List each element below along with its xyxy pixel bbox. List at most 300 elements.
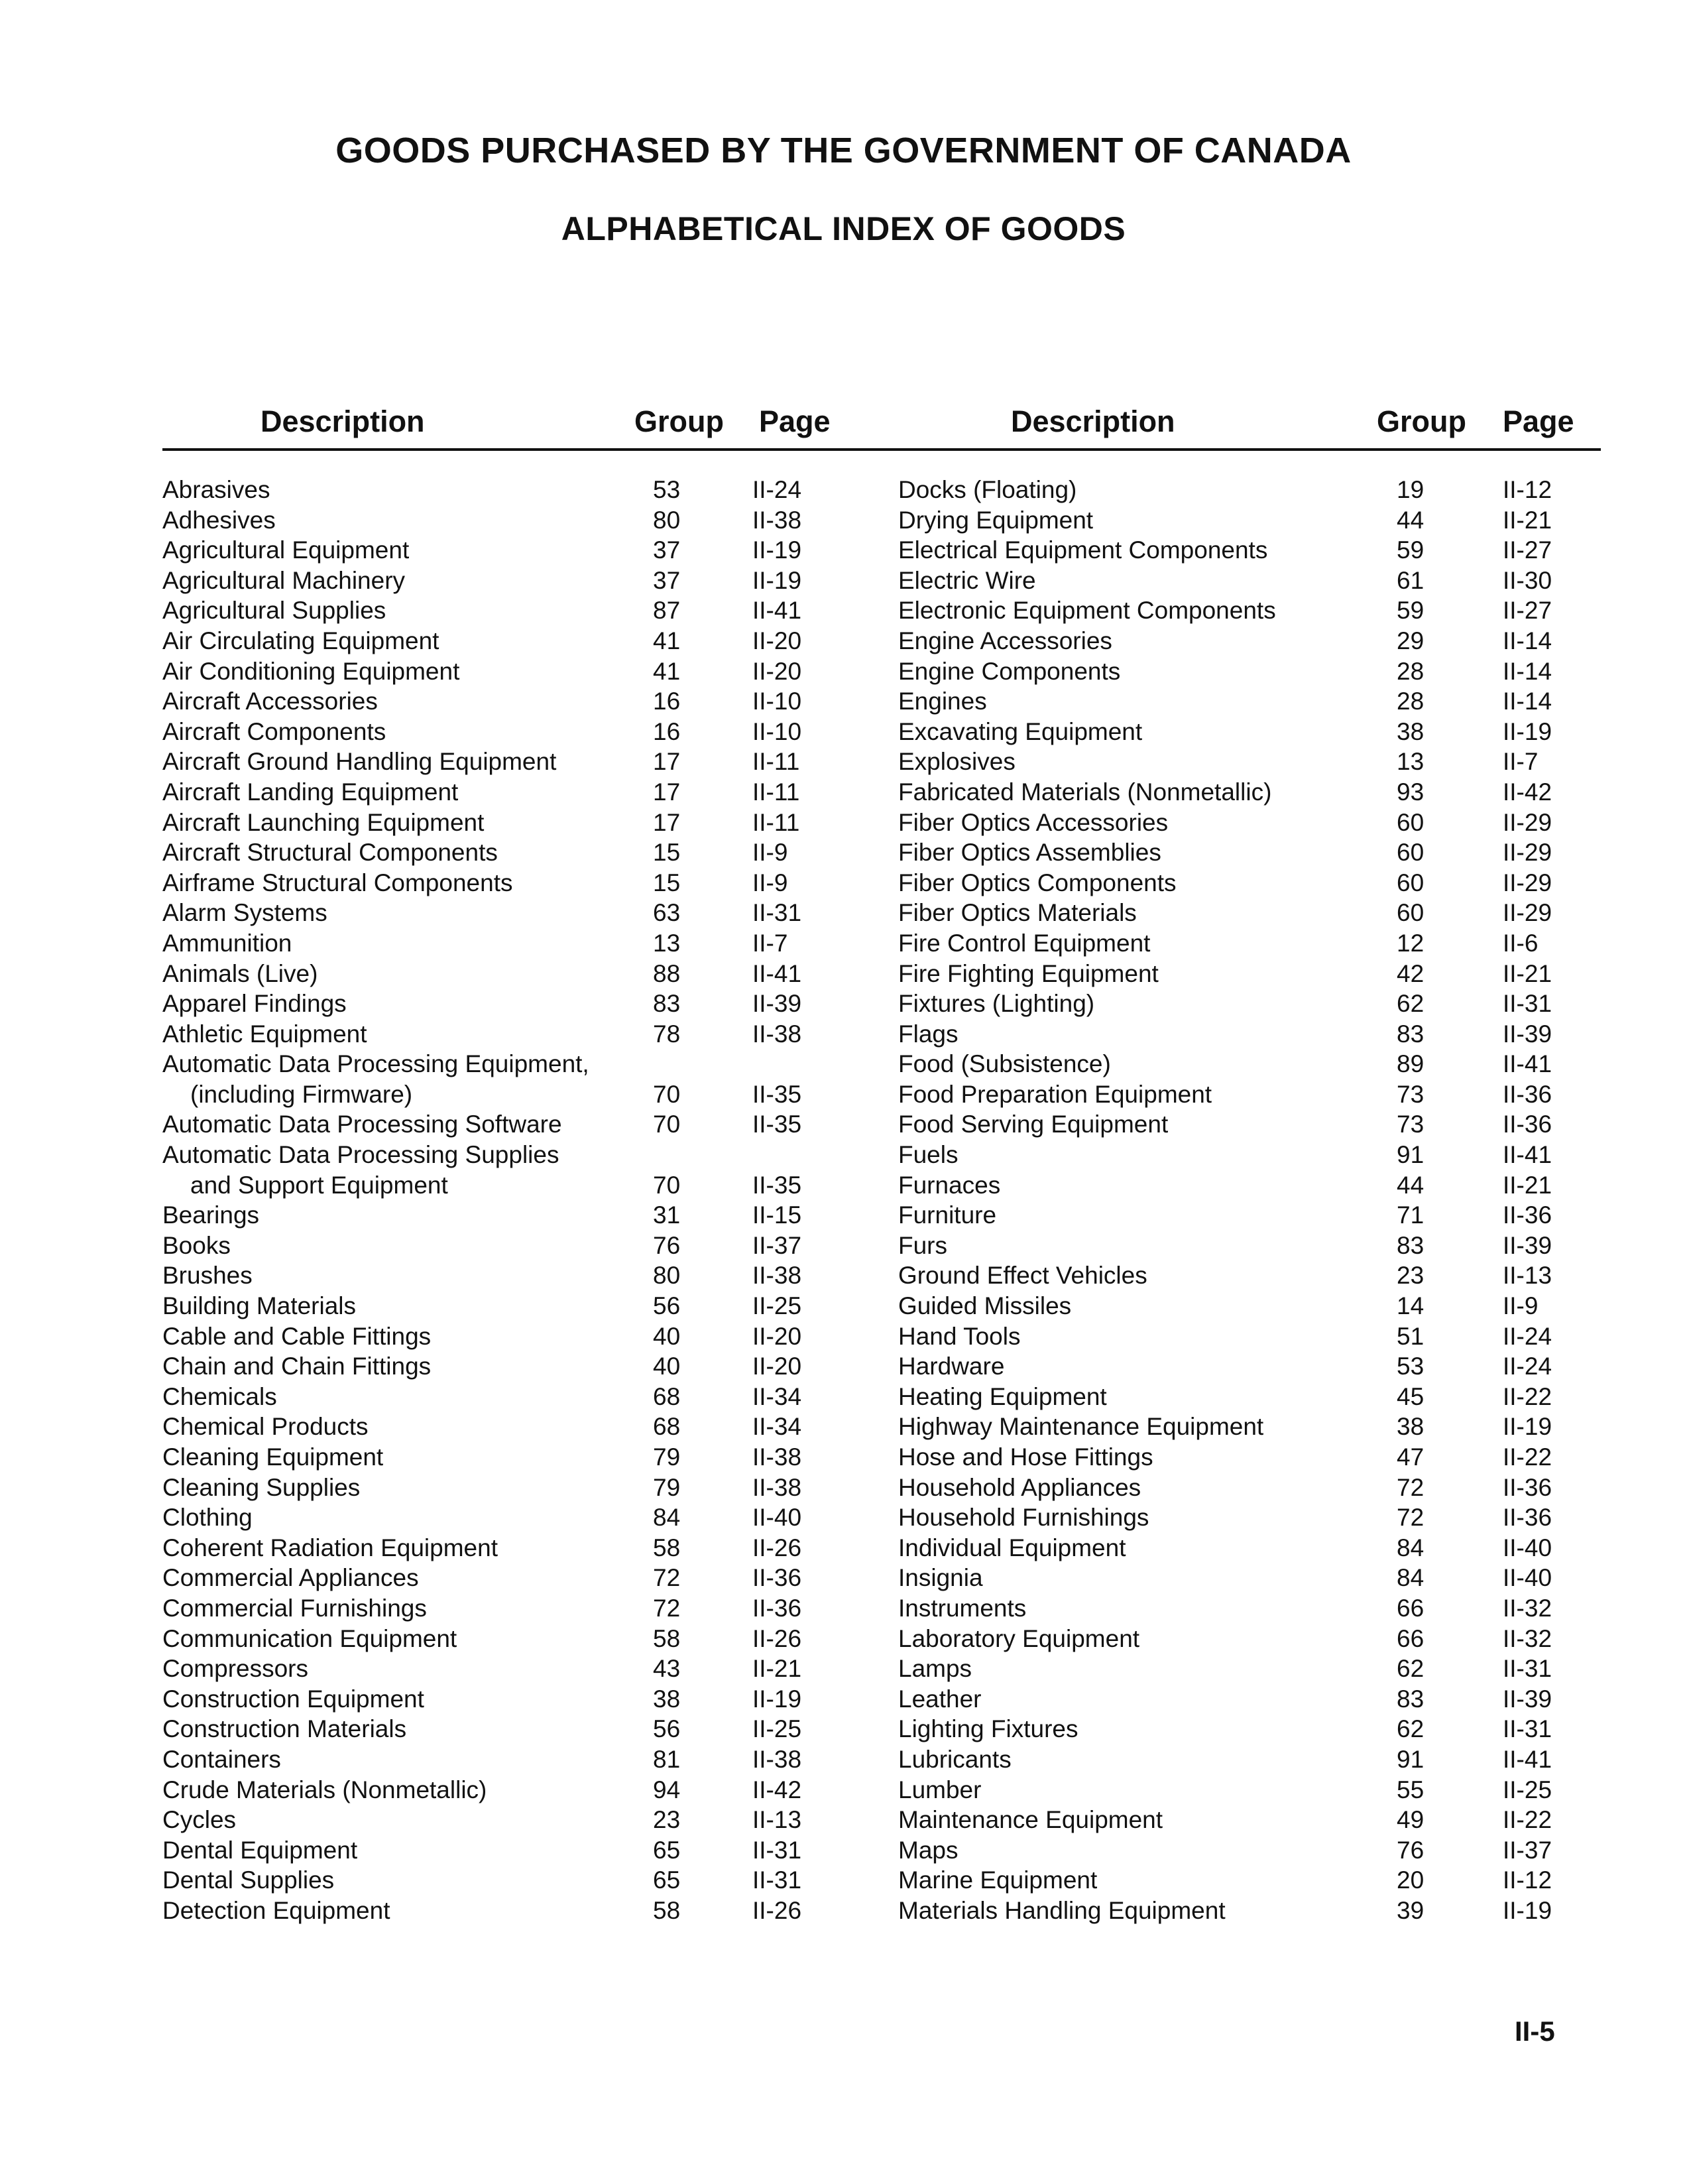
- index-row: [162, 1865, 902, 1896]
- item-description: and Support Equipment: [190, 1171, 448, 1199]
- index-row: [162, 1049, 902, 1079]
- item-page: II-6: [1503, 929, 1539, 957]
- item-page: II-14: [1503, 688, 1552, 715]
- item-group: 68: [653, 1382, 681, 1410]
- item-page: II-21: [1503, 1171, 1552, 1199]
- item-page: II-21: [1503, 959, 1552, 987]
- item-description: Fiber Optics Materials: [898, 899, 1137, 927]
- index-row: [162, 1109, 902, 1140]
- item-group: 68: [653, 1413, 681, 1441]
- item-page: II-20: [752, 657, 802, 685]
- index-row: [898, 1200, 1601, 1231]
- index-row: [162, 626, 902, 656]
- item-group: 87: [653, 597, 681, 625]
- item-page: II-31: [1503, 990, 1552, 1018]
- item-page: II-25: [1503, 1776, 1552, 1803]
- item-description: Fire Control Equipment: [898, 929, 1151, 957]
- item-group: 53: [653, 476, 681, 503]
- item-description: Excavating Equipment: [898, 717, 1143, 745]
- left-index-column: [162, 398, 902, 1926]
- item-description: Marine Equipment: [898, 1866, 1098, 1894]
- item-page: II-26: [752, 1624, 802, 1652]
- index-row: [162, 1442, 902, 1473]
- item-group: 29: [1397, 627, 1425, 654]
- item-description: Cable and Cable Fittings: [162, 1322, 432, 1350]
- index-row: [898, 777, 1601, 808]
- item-page: II-9: [752, 839, 788, 867]
- item-group: 16: [653, 717, 681, 745]
- item-description: Fuels: [898, 1141, 959, 1169]
- item-group: 91: [1397, 1745, 1425, 1773]
- index-row: [898, 1805, 1601, 1835]
- item-page: II-20: [752, 627, 802, 654]
- item-group: 38: [653, 1685, 681, 1713]
- item-description: Fixtures (Lighting): [898, 990, 1095, 1018]
- index-row: [898, 1049, 1601, 1079]
- index-row: [898, 837, 1601, 868]
- index-row: [898, 1835, 1601, 1866]
- item-page: II-31: [1503, 1715, 1552, 1743]
- index-row: [898, 1744, 1601, 1775]
- item-description: Fabricated Materials (Nonmetallic): [898, 778, 1272, 806]
- index-row: [898, 505, 1601, 536]
- item-page: II-21: [1503, 506, 1552, 534]
- item-group: 59: [1397, 536, 1425, 564]
- item-page: II-22: [1503, 1443, 1552, 1471]
- item-group: 72: [1397, 1504, 1425, 1532]
- item-description: Commercial Furnishings: [162, 1594, 427, 1622]
- item-page: II-42: [752, 1776, 802, 1803]
- index-row: [162, 1684, 902, 1715]
- item-description: Lamps: [898, 1655, 972, 1683]
- item-description: Aircraft Launching Equipment: [162, 808, 485, 836]
- item-group: 20: [1397, 1866, 1425, 1894]
- item-description: Crude Materials (Nonmetallic): [162, 1776, 487, 1803]
- index-row: [898, 959, 1601, 989]
- item-page: II-39: [1503, 1231, 1552, 1259]
- item-group: 15: [653, 869, 681, 896]
- item-group: 13: [653, 929, 681, 957]
- item-group: 56: [653, 1715, 681, 1743]
- item-description: Aircraft Components: [162, 717, 386, 745]
- item-page: II-39: [1503, 1685, 1552, 1713]
- item-group: 42: [1397, 959, 1425, 987]
- index-row: [162, 1714, 902, 1744]
- index-row: [162, 475, 902, 505]
- item-group: 94: [653, 1776, 681, 1803]
- index-row: [898, 535, 1601, 566]
- index-row: [898, 1019, 1601, 1050]
- item-group: 45: [1397, 1382, 1425, 1410]
- item-group: 84: [653, 1504, 681, 1532]
- index-row: [162, 686, 902, 717]
- item-group: 15: [653, 839, 681, 867]
- item-description: Alarm Systems: [162, 899, 327, 927]
- item-page: II-31: [752, 1866, 802, 1894]
- index-row: [162, 1835, 902, 1866]
- item-page: II-32: [1503, 1594, 1552, 1622]
- item-page: II-29: [1503, 808, 1552, 836]
- item-group: 16: [653, 688, 681, 715]
- item-page: II-19: [752, 566, 802, 594]
- index-row: [898, 686, 1601, 717]
- item-description: Bearings: [162, 1201, 260, 1229]
- index-row: [898, 1140, 1601, 1170]
- item-group: 80: [653, 1262, 681, 1290]
- item-page: II-36: [752, 1564, 802, 1592]
- item-page: II-27: [1503, 536, 1552, 564]
- item-group: 72: [653, 1594, 681, 1622]
- item-page: II-42: [1503, 778, 1552, 806]
- index-row: [162, 505, 902, 536]
- index-row: [162, 1896, 902, 1926]
- item-group: 37: [653, 566, 681, 594]
- item-page: II-14: [1503, 627, 1552, 654]
- item-page: II-31: [752, 899, 802, 927]
- index-row: [898, 1563, 1601, 1593]
- item-page: II-15: [752, 1201, 802, 1229]
- item-page: II-36: [752, 1594, 802, 1622]
- item-group: 83: [1397, 1685, 1425, 1713]
- index-row: [898, 1714, 1601, 1744]
- item-page: II-29: [1503, 899, 1552, 927]
- index-row: [162, 1473, 902, 1503]
- item-description: Building Materials: [162, 1292, 357, 1320]
- item-page: II-37: [752, 1231, 802, 1259]
- item-description: Air Conditioning Equipment: [162, 657, 460, 685]
- item-page: II-38: [752, 1262, 802, 1290]
- item-page: II-19: [1503, 717, 1552, 745]
- index-row: [162, 1200, 902, 1231]
- item-group: 41: [653, 657, 681, 685]
- item-description: Cleaning Supplies: [162, 1473, 361, 1501]
- item-page: II-36: [1503, 1504, 1552, 1532]
- item-page: II-38: [752, 1020, 802, 1048]
- item-description: Automatic Data Processing Supplies: [162, 1141, 559, 1169]
- index-row: [162, 1079, 902, 1110]
- item-page: II-13: [752, 1806, 802, 1834]
- item-group: 40: [653, 1322, 681, 1350]
- item-description: Hardware: [898, 1353, 1005, 1380]
- item-description: Heating Equipment: [898, 1382, 1107, 1410]
- item-description: Fiber Optics Components: [898, 869, 1177, 896]
- item-page: II-39: [752, 990, 802, 1018]
- item-description: Cleaning Equipment: [162, 1443, 384, 1471]
- index-row: [898, 1593, 1601, 1624]
- item-group: 91: [1397, 1141, 1425, 1169]
- item-page: II-30: [1503, 566, 1552, 594]
- item-description: Automatic Data Processing Equipment,: [162, 1050, 589, 1078]
- index-row: [162, 1382, 902, 1412]
- item-group: 84: [1397, 1534, 1425, 1561]
- index-row: [898, 1321, 1601, 1352]
- index-row: [162, 1593, 902, 1624]
- index-row: [898, 1260, 1601, 1291]
- item-group: 14: [1397, 1292, 1425, 1320]
- index-row: [898, 566, 1601, 596]
- item-page: II-24: [1503, 1353, 1552, 1380]
- item-page: II-31: [752, 1836, 802, 1864]
- index-row: [898, 898, 1601, 928]
- index-row: [898, 1624, 1601, 1654]
- item-description: Explosives: [898, 748, 1016, 776]
- index-row: [162, 989, 902, 1019]
- index-row: [898, 1502, 1601, 1533]
- index-row: [162, 898, 902, 928]
- item-page: II-36: [1503, 1473, 1552, 1501]
- item-page: II-19: [1503, 1413, 1552, 1441]
- item-group: 19: [1397, 476, 1425, 503]
- index-row: [162, 1654, 902, 1684]
- item-page: II-13: [1503, 1262, 1552, 1290]
- index-row: [898, 808, 1601, 838]
- item-page: II-11: [752, 808, 800, 836]
- index-row: [898, 656, 1601, 687]
- index-row: [162, 1412, 902, 1442]
- item-description: Docks (Floating): [898, 476, 1077, 503]
- item-group: 17: [653, 778, 681, 806]
- index-row: [898, 1291, 1601, 1321]
- item-group: 59: [1397, 597, 1425, 625]
- index-row: [162, 837, 902, 868]
- item-group: 88: [653, 959, 681, 987]
- item-page: II-40: [1503, 1564, 1552, 1592]
- index-row: [898, 1109, 1601, 1140]
- index-row: [162, 928, 902, 959]
- item-description: Containers: [162, 1745, 281, 1773]
- item-page: II-26: [752, 1534, 802, 1561]
- left-column-header: [162, 398, 902, 451]
- index-row: [898, 868, 1601, 898]
- item-description: Automatic Data Processing Software: [162, 1111, 562, 1138]
- index-row: [162, 777, 902, 808]
- item-page: II-35: [752, 1111, 802, 1138]
- item-description: Construction Materials: [162, 1715, 407, 1743]
- item-page: II-36: [1503, 1080, 1552, 1108]
- item-description: Agricultural Supplies: [162, 597, 386, 625]
- item-description: Engine Accessories: [898, 627, 1112, 654]
- index-row: [898, 475, 1601, 505]
- item-page: II-35: [752, 1171, 802, 1199]
- index-row: [162, 1231, 902, 1261]
- item-description: Fiber Optics Assemblies: [898, 839, 1161, 867]
- item-description: Lubricants: [898, 1745, 1012, 1773]
- index-row: [162, 1140, 902, 1170]
- page-header: Page: [759, 404, 831, 438]
- index-row: [162, 1563, 902, 1593]
- right-index-rows: [898, 475, 1601, 1926]
- item-description: Aircraft Structural Components: [162, 839, 498, 867]
- item-group: 37: [653, 536, 681, 564]
- item-description: Abrasives: [162, 476, 270, 503]
- item-description: Household Furnishings: [898, 1504, 1149, 1532]
- index-row: [162, 1170, 902, 1201]
- item-group: 43: [653, 1655, 681, 1683]
- item-page: II-7: [752, 929, 788, 957]
- document-subtitle: ALPHABETICAL INDEX OF GOODS: [561, 210, 1126, 247]
- item-group: 23: [1397, 1262, 1425, 1290]
- item-description: Coherent Radiation Equipment: [162, 1534, 498, 1561]
- item-description: Insignia: [898, 1564, 983, 1592]
- index-row: [162, 595, 902, 626]
- index-row: [162, 1291, 902, 1321]
- item-group: 44: [1397, 1171, 1425, 1199]
- item-page: II-29: [1503, 869, 1552, 896]
- item-description: Chemicals: [162, 1382, 277, 1410]
- item-description: Airframe Structural Components: [162, 869, 513, 896]
- item-group: 12: [1397, 929, 1425, 957]
- item-page: II-25: [752, 1292, 802, 1320]
- page-header: Page: [1503, 404, 1574, 438]
- item-group: 44: [1397, 506, 1425, 534]
- item-page: II-20: [752, 1322, 802, 1350]
- item-page: II-38: [752, 1473, 802, 1501]
- item-group: 17: [653, 748, 681, 776]
- index-row: [898, 717, 1601, 747]
- item-group: 60: [1397, 869, 1425, 896]
- item-description: Materials Handling Equipment: [898, 1896, 1226, 1924]
- item-description: Animals (Live): [162, 959, 318, 987]
- item-group: 62: [1397, 990, 1425, 1018]
- item-group: 79: [653, 1473, 681, 1501]
- item-page: II-41: [752, 959, 802, 987]
- item-group: 71: [1397, 1201, 1425, 1229]
- item-group: 31: [653, 1201, 681, 1229]
- item-description: Maps: [898, 1836, 959, 1864]
- index-row: [162, 808, 902, 838]
- item-description: Food Preparation Equipment: [898, 1080, 1212, 1108]
- index-row: [162, 1502, 902, 1533]
- item-description: Engine Components: [898, 657, 1121, 685]
- index-row: [162, 959, 902, 989]
- item-group: 89: [1397, 1050, 1425, 1078]
- item-group: 58: [653, 1534, 681, 1561]
- index-row: [162, 1533, 902, 1563]
- item-description: Clothing: [162, 1504, 253, 1532]
- item-group: 61: [1397, 566, 1425, 594]
- item-group: 81: [653, 1745, 681, 1773]
- item-description: Food Serving Equipment: [898, 1111, 1169, 1138]
- item-group: 60: [1397, 899, 1425, 927]
- index-row: [898, 1654, 1601, 1684]
- item-description: Food (Subsistence): [898, 1050, 1111, 1078]
- item-description: Fire Fighting Equipment: [898, 959, 1159, 987]
- item-group: 73: [1397, 1080, 1425, 1108]
- item-description: Aircraft Landing Equipment: [162, 778, 459, 806]
- item-page: II-25: [752, 1715, 802, 1743]
- item-group: 93: [1397, 778, 1425, 806]
- item-group: 70: [653, 1080, 681, 1108]
- item-group: 83: [1397, 1020, 1425, 1048]
- item-group: 83: [1397, 1231, 1425, 1259]
- item-page: II-11: [752, 778, 800, 806]
- item-group: 78: [653, 1020, 681, 1048]
- index-row: [162, 1351, 902, 1382]
- item-page: II-41: [1503, 1141, 1552, 1169]
- item-description: Compressors: [162, 1655, 308, 1683]
- item-group: 58: [653, 1896, 681, 1924]
- item-group: 70: [653, 1171, 681, 1199]
- item-group: 80: [653, 506, 681, 534]
- item-group: 60: [1397, 808, 1425, 836]
- item-page: II-22: [1503, 1382, 1552, 1410]
- item-page: II-32: [1503, 1624, 1552, 1652]
- item-description: Hand Tools: [898, 1322, 1021, 1350]
- index-row: [162, 535, 902, 566]
- item-page: II-9: [1503, 1292, 1539, 1320]
- item-page: II-24: [752, 476, 802, 503]
- index-row: [162, 1019, 902, 1050]
- item-group: 58: [653, 1624, 681, 1652]
- item-page: II-34: [752, 1382, 802, 1410]
- item-page: II-9: [752, 869, 788, 896]
- index-row: [162, 1775, 902, 1805]
- item-page: II-19: [1503, 1896, 1552, 1924]
- right-column-header: [898, 398, 1601, 451]
- item-page: II-12: [1503, 476, 1552, 503]
- item-description: Construction Equipment: [162, 1685, 424, 1713]
- item-group: 28: [1397, 657, 1425, 685]
- item-page: II-10: [752, 717, 802, 745]
- item-description: Aircraft Ground Handling Equipment: [162, 748, 557, 776]
- item-page: II-31: [1503, 1655, 1552, 1683]
- item-group: 66: [1397, 1624, 1425, 1652]
- item-page: II-26: [752, 1896, 802, 1924]
- item-page: II-19: [752, 1685, 802, 1713]
- item-description: Furnaces: [898, 1171, 1001, 1199]
- item-group: 65: [653, 1836, 681, 1864]
- item-description: Ground Effect Vehicles: [898, 1262, 1147, 1290]
- item-description: Furs: [898, 1231, 947, 1259]
- document-title: GOODS PURCHASED BY THE GOVERNMENT OF CANADA: [335, 131, 1352, 170]
- item-page: II-38: [752, 1745, 802, 1773]
- item-group: 47: [1397, 1443, 1425, 1471]
- item-description: Drying Equipment: [898, 506, 1094, 534]
- item-page: II-38: [752, 1443, 802, 1471]
- item-description: Engines: [898, 688, 987, 715]
- item-description: Detection Equipment: [162, 1896, 390, 1924]
- description-header: Description: [1011, 404, 1175, 438]
- item-group: 76: [1397, 1836, 1425, 1864]
- index-row: [898, 1865, 1601, 1896]
- item-description: Chemical Products: [162, 1413, 369, 1441]
- item-page: II-24: [1503, 1322, 1552, 1350]
- item-page: II-7: [1503, 748, 1539, 776]
- index-row: [162, 747, 902, 777]
- item-group: 38: [1397, 1413, 1425, 1441]
- index-row: [898, 626, 1601, 656]
- item-group: 83: [653, 990, 681, 1018]
- item-page: II-22: [1503, 1806, 1552, 1834]
- item-page: II-39: [1503, 1020, 1552, 1048]
- item-description: Electrical Equipment Components: [898, 536, 1268, 564]
- item-description: Furniture: [898, 1201, 997, 1229]
- item-group: 76: [653, 1231, 681, 1259]
- item-description: Flags: [898, 1020, 959, 1048]
- item-page: II-14: [1503, 657, 1552, 685]
- item-description: Leather: [898, 1685, 982, 1713]
- description-header: Description: [261, 404, 425, 438]
- item-description: Commercial Appliances: [162, 1564, 419, 1592]
- item-group: 28: [1397, 688, 1425, 715]
- item-group: 17: [653, 808, 681, 836]
- item-description: Laboratory Equipment: [898, 1624, 1140, 1652]
- index-row: [898, 1473, 1601, 1503]
- item-page: II-11: [752, 748, 800, 776]
- index-row: [898, 595, 1601, 626]
- item-group: 41: [653, 627, 681, 654]
- index-row: [898, 1442, 1601, 1473]
